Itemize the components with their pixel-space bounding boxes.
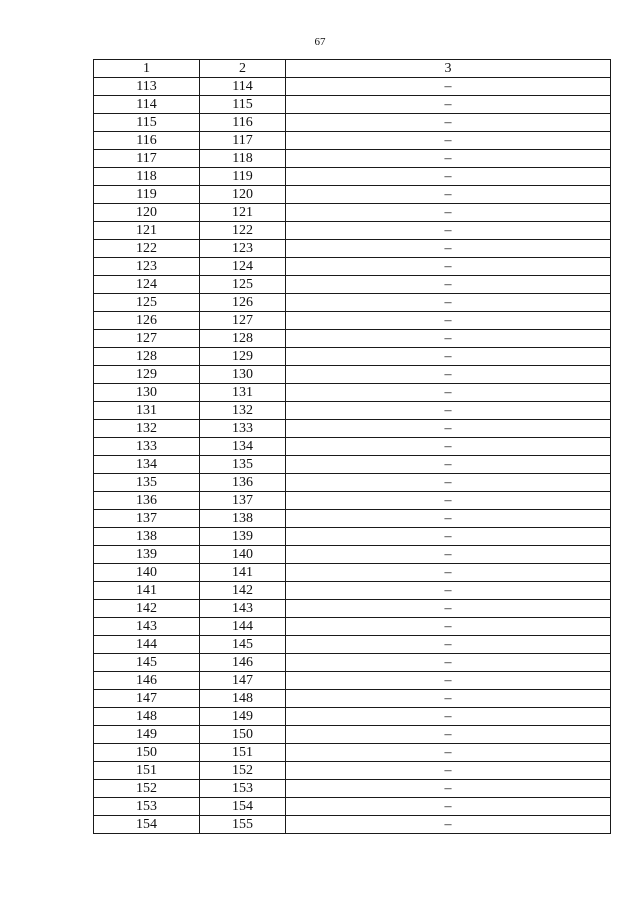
table-row <box>94 618 611 636</box>
table-cell: 148 <box>94 708 200 726</box>
table-row <box>94 366 611 384</box>
table-row <box>94 384 611 402</box>
table-cell: 116 <box>94 132 200 150</box>
table-cell: 115 <box>200 96 286 114</box>
table-cell: – <box>286 78 611 96</box>
table-cell: 142 <box>200 582 286 600</box>
table-cell: 144 <box>200 618 286 636</box>
table-row <box>94 528 611 546</box>
table-cell: 128 <box>200 330 286 348</box>
table-cell: – <box>286 510 611 528</box>
table-cell: 146 <box>200 654 286 672</box>
table-body <box>94 78 611 834</box>
table-cell: – <box>286 204 611 222</box>
table-cell: 134 <box>200 438 286 456</box>
header-row <box>94 60 611 78</box>
table-cell: 120 <box>94 204 200 222</box>
table-cell: – <box>286 348 611 366</box>
table-cell: – <box>286 672 611 690</box>
table-cell: – <box>286 582 611 600</box>
table-row <box>94 654 611 672</box>
table-row <box>94 312 611 330</box>
table-cell: 116 <box>200 114 286 132</box>
table-cell: 149 <box>200 708 286 726</box>
table-cell: 130 <box>94 384 200 402</box>
table-cell: 117 <box>94 150 200 168</box>
table-cell: 150 <box>200 726 286 744</box>
table-cell: 117 <box>200 132 286 150</box>
table-row <box>94 222 611 240</box>
table-cell: 135 <box>200 456 286 474</box>
table-cell: 121 <box>200 204 286 222</box>
table-cell: – <box>286 240 611 258</box>
table-cell: 148 <box>200 690 286 708</box>
table-cell: – <box>286 600 611 618</box>
table-cell: 129 <box>94 366 200 384</box>
table-cell: 131 <box>200 384 286 402</box>
table-cell: – <box>286 798 611 816</box>
table-cell: 153 <box>200 780 286 798</box>
table-row <box>94 186 611 204</box>
table-cell: 127 <box>200 312 286 330</box>
table-cell: 128 <box>94 348 200 366</box>
table-row <box>94 600 611 618</box>
table-cell: 118 <box>94 168 200 186</box>
table-row <box>94 204 611 222</box>
table-cell: 140 <box>94 564 200 582</box>
table-row <box>94 690 611 708</box>
table-cell: 143 <box>94 618 200 636</box>
table-cell: 130 <box>200 366 286 384</box>
table-row <box>94 402 611 420</box>
table-cell: 147 <box>94 690 200 708</box>
table-cell: 126 <box>94 312 200 330</box>
table-cell: – <box>286 546 611 564</box>
table-row <box>94 348 611 366</box>
table-row <box>94 762 611 780</box>
table-cell: 140 <box>200 546 286 564</box>
table-cell: 146 <box>94 672 200 690</box>
table-cell: 152 <box>94 780 200 798</box>
table-cell: 132 <box>94 420 200 438</box>
table-cell: – <box>286 222 611 240</box>
table-cell: 143 <box>200 600 286 618</box>
table-cell: 132 <box>200 402 286 420</box>
table-cell: 137 <box>200 492 286 510</box>
table-cell: 154 <box>94 816 200 834</box>
table-row <box>94 636 611 654</box>
table-cell: 142 <box>94 600 200 618</box>
table-cell: – <box>286 564 611 582</box>
table-cell: – <box>286 474 611 492</box>
table-cell: – <box>286 420 611 438</box>
table-cell: – <box>286 384 611 402</box>
table-cell: 120 <box>200 186 286 204</box>
table-row <box>94 672 611 690</box>
table-cell: 136 <box>200 474 286 492</box>
table-cell: – <box>286 258 611 276</box>
table-row <box>94 564 611 582</box>
table-cell: – <box>286 780 611 798</box>
table-row <box>94 546 611 564</box>
table-row <box>94 582 611 600</box>
table-cell: 127 <box>94 330 200 348</box>
table-cell: 152 <box>200 762 286 780</box>
table-row <box>94 492 611 510</box>
table-cell: 113 <box>94 78 200 96</box>
table-cell: 147 <box>200 672 286 690</box>
page-number: 67 <box>314 36 326 48</box>
table-cell: 114 <box>200 78 286 96</box>
table-cell: 126 <box>200 294 286 312</box>
table-cell: 123 <box>200 240 286 258</box>
table-cell: 121 <box>94 222 200 240</box>
table-cell: – <box>286 816 611 834</box>
table-cell: – <box>286 114 611 132</box>
table-row <box>94 240 611 258</box>
table-cell: 138 <box>200 510 286 528</box>
table-cell: 119 <box>200 168 286 186</box>
table-cell: – <box>286 294 611 312</box>
table-row <box>94 150 611 168</box>
table-row <box>94 780 611 798</box>
table-cell: 114 <box>94 96 200 114</box>
table-cell: – <box>286 726 611 744</box>
table-cell: – <box>286 312 611 330</box>
table-row <box>94 114 611 132</box>
table-cell: 145 <box>200 636 286 654</box>
table-row <box>94 258 611 276</box>
table-cell: – <box>286 366 611 384</box>
table-cell: – <box>286 528 611 546</box>
column-header: 1 <box>94 60 200 78</box>
table-row <box>94 420 611 438</box>
table-cell: 136 <box>94 492 200 510</box>
table-cell: – <box>286 402 611 420</box>
table-cell: – <box>286 492 611 510</box>
table-row <box>94 816 611 834</box>
table-row <box>94 456 611 474</box>
table-cell: 134 <box>94 456 200 474</box>
table-cell: 125 <box>94 294 200 312</box>
table-cell: 141 <box>200 564 286 582</box>
table-row <box>94 78 611 96</box>
table-cell: – <box>286 438 611 456</box>
table-cell: 144 <box>94 636 200 654</box>
table-cell: – <box>286 168 611 186</box>
table-cell: 119 <box>94 186 200 204</box>
table-cell: 155 <box>200 816 286 834</box>
table-cell: 129 <box>200 348 286 366</box>
table-cell: – <box>286 744 611 762</box>
table-row <box>94 474 611 492</box>
column-header: 2 <box>200 60 286 78</box>
table-cell: 149 <box>94 726 200 744</box>
table-cell: – <box>286 150 611 168</box>
table-cell: – <box>286 654 611 672</box>
table-row <box>94 168 611 186</box>
table-cell: 133 <box>200 420 286 438</box>
table-cell: – <box>286 132 611 150</box>
table-cell: 115 <box>94 114 200 132</box>
table-row <box>94 744 611 762</box>
table-cell: 151 <box>200 744 286 762</box>
table-cell: 122 <box>94 240 200 258</box>
table-row <box>94 96 611 114</box>
table-row <box>94 708 611 726</box>
table-cell: 153 <box>94 798 200 816</box>
table-row <box>94 330 611 348</box>
table-row <box>94 276 611 294</box>
table-cell: 125 <box>200 276 286 294</box>
table-cell: 137 <box>94 510 200 528</box>
column-header: 3 <box>286 60 611 78</box>
table-cell: 123 <box>94 258 200 276</box>
table-cell: 124 <box>200 258 286 276</box>
table-cell: 151 <box>94 762 200 780</box>
table-cell: – <box>286 636 611 654</box>
table-cell: – <box>286 276 611 294</box>
table-cell: – <box>286 690 611 708</box>
table-cell: 131 <box>94 402 200 420</box>
table-row <box>94 510 611 528</box>
data-table <box>93 59 611 834</box>
table-cell: – <box>286 762 611 780</box>
table-row <box>94 132 611 150</box>
table-cell: 154 <box>200 798 286 816</box>
table-cell: – <box>286 618 611 636</box>
table-cell: 150 <box>94 744 200 762</box>
table-cell: 118 <box>200 150 286 168</box>
table-cell: – <box>286 186 611 204</box>
table-cell: – <box>286 330 611 348</box>
table-cell: 139 <box>200 528 286 546</box>
table-cell: 133 <box>94 438 200 456</box>
table-cell: – <box>286 708 611 726</box>
table-row <box>94 294 611 312</box>
table-cell: 124 <box>94 276 200 294</box>
table-cell: 141 <box>94 582 200 600</box>
table-cell: – <box>286 96 611 114</box>
table-cell: 139 <box>94 546 200 564</box>
table-cell: 138 <box>94 528 200 546</box>
table-row <box>94 726 611 744</box>
table-cell: 122 <box>200 222 286 240</box>
table-row <box>94 438 611 456</box>
table-cell: 145 <box>94 654 200 672</box>
table-cell: – <box>286 456 611 474</box>
table-cell: 135 <box>94 474 200 492</box>
table-row <box>94 798 611 816</box>
